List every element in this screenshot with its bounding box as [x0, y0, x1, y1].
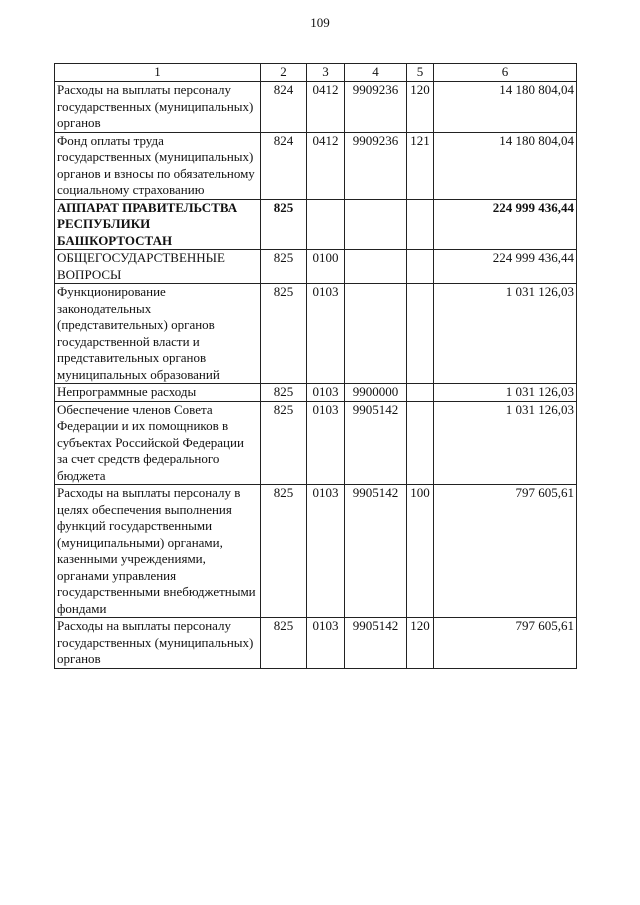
row-name: Расходы на выплаты персоналу государственных (муниципальных) органов [55, 82, 261, 133]
row-col2: 824 [261, 132, 307, 199]
row-col2: 825 [261, 485, 307, 618]
row-col4: 9905142 [345, 485, 407, 618]
row-amount: 224 999 436,44 [434, 199, 577, 250]
row-col4 [345, 250, 407, 284]
row-col5 [407, 384, 434, 402]
row-col5: 121 [407, 132, 434, 199]
row-col4: 9905142 [345, 401, 407, 485]
row-col5: 120 [407, 82, 434, 133]
header-cell-2: 2 [261, 64, 307, 82]
row-col2: 825 [261, 618, 307, 669]
table-row [55, 82, 577, 133]
row-col5 [407, 250, 434, 284]
row-amount: 1 031 126,03 [434, 401, 577, 485]
header-cell-4: 4 [345, 64, 407, 82]
row-col3 [307, 199, 345, 250]
row-amount: 224 999 436,44 [434, 250, 577, 284]
page-number: 109 [310, 15, 330, 30]
row-col3: 0103 [307, 618, 345, 669]
table-row [55, 384, 577, 402]
row-col2: 825 [261, 384, 307, 402]
row-col4: 9900000 [345, 384, 407, 402]
table-row [55, 284, 577, 384]
row-name: Непрограммные расходы [55, 384, 261, 402]
row-col4: 9905142 [345, 618, 407, 669]
row-col5 [407, 401, 434, 485]
header-cell-1: 1 [55, 64, 261, 82]
row-col3: 0412 [307, 132, 345, 199]
row-name: ОБЩЕГОСУДАРСТВЕННЫЕ ВОПРОСЫ [55, 250, 261, 284]
header-cell-6: 6 [434, 64, 577, 82]
row-col3: 0412 [307, 82, 345, 133]
table-row [55, 485, 577, 618]
row-col3: 0103 [307, 401, 345, 485]
row-col5 [407, 199, 434, 250]
row-col5: 100 [407, 485, 434, 618]
table-row [55, 618, 577, 669]
row-amount: 14 180 804,04 [434, 82, 577, 133]
row-col5: 120 [407, 618, 434, 669]
row-col3: 0103 [307, 485, 345, 618]
row-name: Функционирование законодательных (представительных) органов государственной власти и представительных органов муниципальных образований [55, 284, 261, 384]
row-amount: 797 605,61 [434, 485, 577, 618]
row-col3: 0103 [307, 284, 345, 384]
row-col5 [407, 284, 434, 384]
row-amount: 14 180 804,04 [434, 132, 577, 199]
row-name: Расходы на выплаты персоналу в целях обеспечения выполнения функций государственными (муниципальными) органами, казенными учреждениями, органами управления государственными внебюджетными фондами [55, 485, 261, 618]
row-col2: 824 [261, 82, 307, 133]
row-amount: 1 031 126,03 [434, 284, 577, 384]
table-row [55, 132, 577, 199]
header-cell-5: 5 [407, 64, 434, 82]
row-name: Расходы на выплаты персоналу государственных (муниципальных) органов [55, 618, 261, 669]
row-name: АППАРАТ ПРАВИТЕЛЬСТВА РЕСПУБЛИКИ БАШКОРТОСТАН [55, 199, 261, 250]
row-col4: 9909236 [345, 82, 407, 133]
row-col3: 0100 [307, 250, 345, 284]
row-col4 [345, 284, 407, 384]
row-col2: 825 [261, 199, 307, 250]
row-col3: 0103 [307, 384, 345, 402]
row-col2: 825 [261, 250, 307, 284]
table-row [55, 250, 577, 284]
table-row-section-header [55, 199, 577, 250]
row-name: Фонд оплаты труда государственных (муниципальных) органов и взносы по обязательному социальному страхованию [55, 132, 261, 199]
row-col4: 9909236 [345, 132, 407, 199]
row-name: Обеспечение членов Совета Федерации и их помощников в субъектах Российской Федерации за счет средств федерального бюджета [55, 401, 261, 485]
header-row [55, 64, 577, 82]
budget-table [54, 63, 577, 669]
table-row [55, 401, 577, 485]
row-col2: 825 [261, 401, 307, 485]
row-col2: 825 [261, 284, 307, 384]
row-col4 [345, 199, 407, 250]
row-amount: 1 031 126,03 [434, 384, 577, 402]
row-amount: 797 605,61 [434, 618, 577, 669]
header-cell-3: 3 [307, 64, 345, 82]
